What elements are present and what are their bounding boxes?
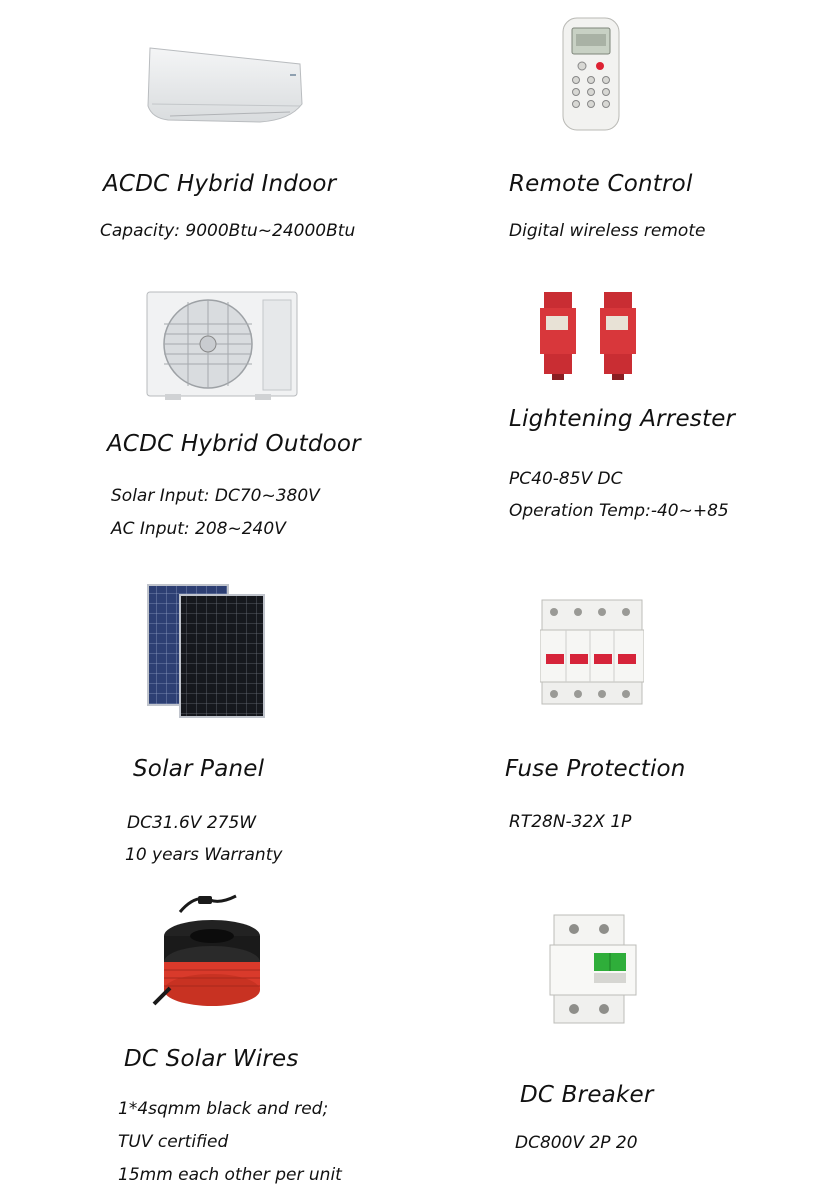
product-title: Remote Control	[509, 171, 693, 197]
product-spec: 10 years Warranty	[125, 845, 283, 865]
surge-arrester-icon	[538, 290, 638, 382]
product-spec: Operation Temp:-40~+85	[509, 501, 729, 521]
product-spec: Solar Input: DC70~380V	[111, 486, 320, 506]
product-title: Fuse Protection	[505, 756, 686, 782]
outdoor-ac-unit-icon	[145, 290, 300, 405]
remote-control-icon	[560, 16, 622, 134]
product-title: DC Breaker	[520, 1082, 654, 1108]
product-spec: Digital wireless remote	[509, 221, 706, 241]
product-spec: Capacity: 9000Btu~24000Btu	[100, 221, 356, 241]
product-spec: 15mm each other per unit	[118, 1165, 342, 1185]
solar-panel-icon	[146, 583, 268, 719]
product-title: ACDC Hybrid Indoor	[103, 171, 337, 197]
indoor-ac-unit-icon	[140, 40, 310, 130]
product-title: DC Solar Wires	[124, 1046, 299, 1072]
product-title: Solar Panel	[133, 756, 265, 782]
product-spec: RT28N-32X 1P	[509, 812, 632, 832]
fuse-holder-icon	[540, 596, 644, 706]
product-spec: TUV certified	[118, 1132, 229, 1152]
product-title: ACDC Hybrid Outdoor	[107, 431, 361, 457]
product-spec: AC Input: 208~240V	[111, 519, 286, 539]
dc-breaker-icon	[548, 913, 638, 1025]
cable-coil-icon	[150, 888, 265, 1023]
product-spec: 1*4sqmm black and red;	[118, 1099, 329, 1119]
product-title: Lightening Arrester	[509, 406, 736, 432]
product-spec: DC31.6V 275W	[127, 813, 257, 833]
product-spec: PC40-85V DC	[509, 469, 623, 489]
product-spec: DC800V 2P 20	[515, 1133, 638, 1153]
